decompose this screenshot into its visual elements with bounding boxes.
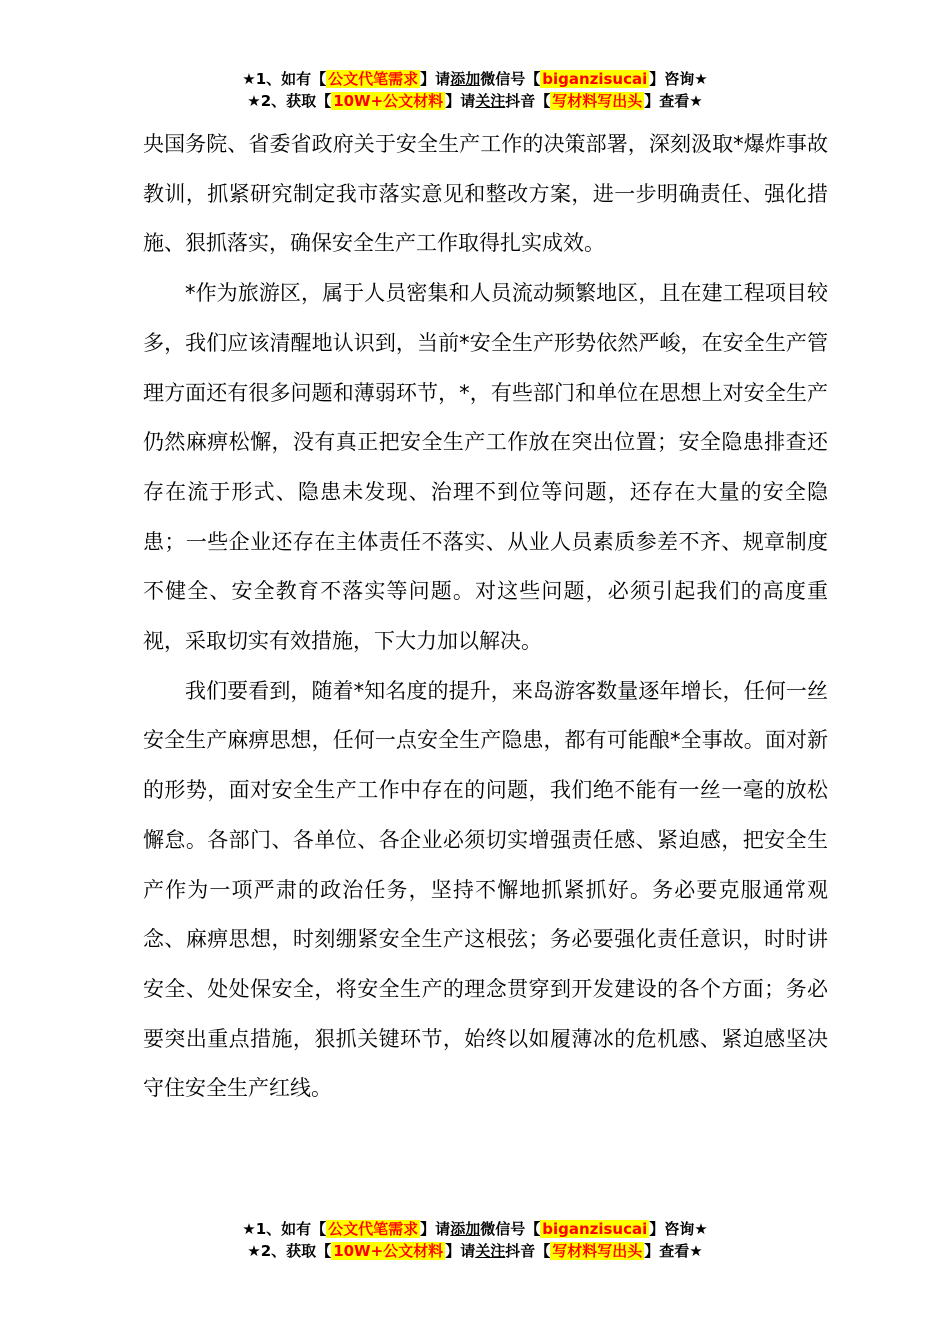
banner-underline: 添加 bbox=[450, 70, 481, 88]
paragraph-1: 央国务院、省委省政府关于安全生产工作的决策部署，深刻汲取*爆炸事故教训，抓紧研究制定我市落实意见和整改方案，进一步明确责任、强化措施、狠抓落实，确保安全生产工作取得扎实成效。 bbox=[143, 132, 828, 256]
banner-text: 】请 bbox=[445, 1242, 476, 1260]
banner-text: 微信号【 bbox=[480, 1220, 541, 1238]
banner-text: ★1、如有【 bbox=[242, 1220, 327, 1238]
banner-highlight: 公文代笔需求 bbox=[328, 70, 419, 88]
banner-text: 抖音【 bbox=[505, 1242, 551, 1260]
banner-line-2 bbox=[0, 90, 950, 112]
banner-text: 】请 bbox=[420, 70, 451, 88]
banner-text: 】请 bbox=[445, 92, 476, 110]
header-banner bbox=[0, 68, 950, 112]
paragraph-3: 我们要看到，随着*知名度的提升，来岛游客数量逐年增长，任何一丝安全生产麻痹思想，任何一点安全生产隐患，都有可能酿*全事故。面对新的形势，面对安全生产工作中存在的问题，我们绝不能有一丝一毫的放松懈怠。各部门、各单位、各企业必须切实增强责任感、紧迫感，把安全生产作为一项严肃的政治任务，坚持不懈地抓紧抓好。务必要克服通常观念、麻痹思想，时刻绷紧安全生产这根弦；务必要强化责任意识，时时讲安全、处处保安全，将安全生产的理念贯穿到开发建设的各个方面；务必要突出重点措施，狠抓关键环节，始终以如履薄冰的危机感、紧迫感坚决守住安全生产红线。 bbox=[143, 678, 828, 1101]
footer-banner bbox=[0, 1218, 950, 1262]
banner-text: 抖音【 bbox=[505, 92, 551, 110]
douyin-highlight: 写材料写出头 bbox=[552, 1242, 643, 1260]
banner-text: 微信号【 bbox=[480, 70, 541, 88]
banner-text: ★2、获取【 bbox=[247, 92, 332, 110]
banner-text: 】咨询★ bbox=[649, 1220, 708, 1238]
banner-text: 】咨询★ bbox=[649, 70, 708, 88]
banner-underline: 关注 bbox=[475, 1242, 506, 1260]
banner-text: ★2、获取【 bbox=[247, 1242, 332, 1260]
douyin-highlight: 写材料写出头 bbox=[552, 92, 643, 110]
banner-highlight: 公文代笔需求 bbox=[328, 1220, 419, 1238]
banner-text: 】查看★ bbox=[644, 1242, 703, 1260]
banner-text: 】查看★ bbox=[644, 92, 703, 110]
document-body bbox=[143, 120, 828, 1114]
banner-underline: 添加 bbox=[450, 1220, 481, 1238]
banner-underline: 关注 bbox=[475, 92, 506, 110]
banner-text: ★1、如有【 bbox=[242, 70, 327, 88]
banner-highlight: 10W+公文材料 bbox=[333, 92, 444, 110]
banner-highlight: 10W+公文材料 bbox=[333, 1242, 444, 1260]
wechat-id-highlight: biganzisucai bbox=[542, 70, 648, 88]
paragraph-2: *作为旅游区，属于人员密集和人员流动频繁地区，且在建工程项目较多，我们应该清醒地认识到，当前*安全生产形势依然严峻，在安全生产管理方面还有很多问题和薄弱环节，*，有些部门和单位在思想上对安全生产仍然麻痹松懈，没有真正把安全生产工作放在突出位置；安全隐患排查还存在流于形式、隐患未发现、治理不到位等问题，还存在大量的安全隐患；一些企业还存在主体责任不落实、从业人员素质参差不齐、规章制度不健全、安全教育不落实等问题。对这些问题，必须引起我们的高度重视，采取切实有效措施，下大力加以解决。 bbox=[143, 281, 828, 654]
banner-line-2 bbox=[0, 1240, 950, 1262]
banner-line-1 bbox=[0, 1218, 950, 1240]
wechat-id-highlight: biganzisucai bbox=[542, 1220, 648, 1238]
banner-text: 】请 bbox=[420, 1220, 451, 1238]
banner-line-1 bbox=[0, 68, 950, 90]
